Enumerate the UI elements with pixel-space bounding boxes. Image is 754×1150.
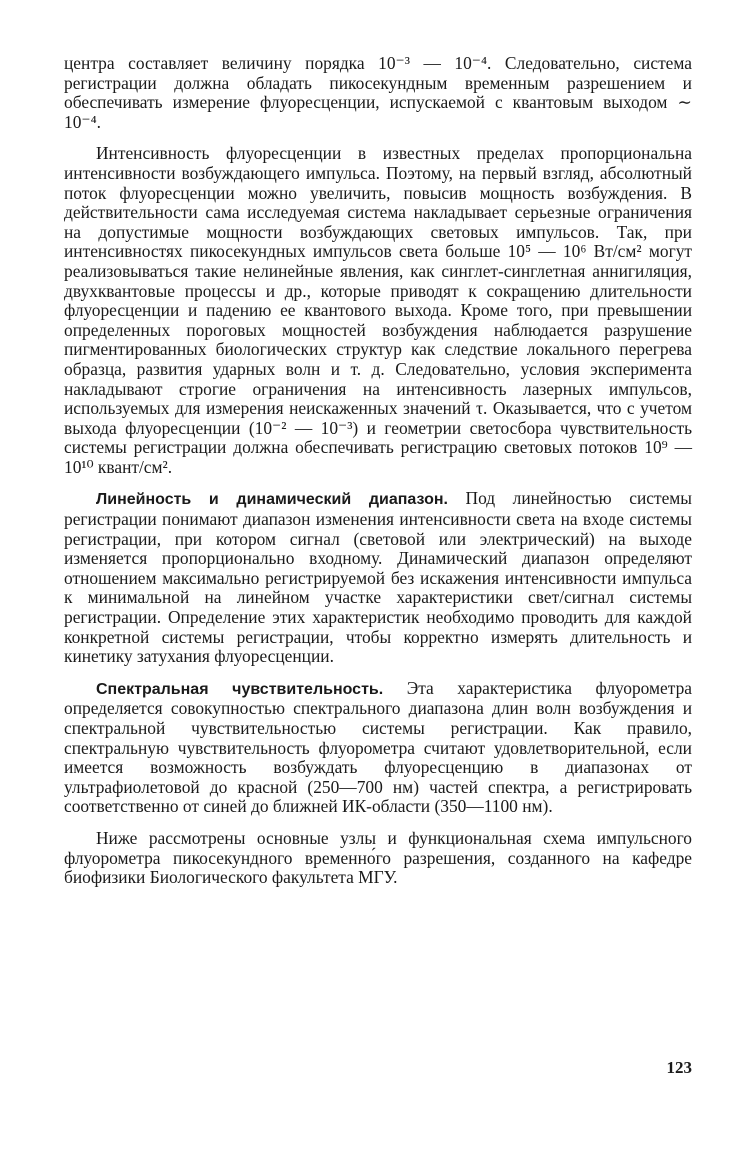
- page-number: 123: [666, 1058, 692, 1077]
- paragraph-linearity-text: Под линейностью системы регистрации понимают диапазон изменения интенсивности света на входе системы регистрации, при котором сигнал (световой или электрический) на выходе изменяется пропорционально входному. Динамический диапазон определяют отношением максимально регистрируемой без искажения интенсивности импульса к минимальной на линейном участке характеристики свет/сигнал системы регистрации. Определение этих характеристик необходимо проводить для каждой конкретной системы регистрации, чтобы корректно измерять длительность и кинетику затухания флуоресценции.: [64, 488, 692, 667]
- paragraph-spectral-text: Эта характеристика флуорометра определяется совокупностью спектрального диапазона длин волн возбуждения и спектральной чувствительностью системы регистрации. Как правило, спектральную чувствительность флуорометра считают удовлетворительной, если имеется возможность возбуждать флуоресценцию в диапазонах от ультрафиолетовой до красной (250—700 нм) частей спектра, а регистрировать соответственно от синей до ближней ИК-области (350—1100 нм).: [64, 677, 692, 817]
- linearity-heading: Линейность и динамический диапазон.: [96, 491, 448, 509]
- spectral-heading: Спектральная чувствительность.: [96, 680, 384, 698]
- paragraph-2: [64, 144, 692, 477]
- paragraph-2-text: Интенсивность флуоресценции в известных пределах пропорциональна интенсивности возбуждающего импульса. Поэтому, на первый взгляд, абсолютный поток флуоресценции можно увеличить, повысив мощность возбуждения. В действительности сама исследуемая система накладывает серьезные ограничения на допустимые мощности возбуждающих световых импульсов. Так, при интенсивностях пикосекундных импульсов света больше 10⁵ — 10⁶ Вт/см² могут реализовываться такие нелинейные явления, как синглет-синглетная аннигиляция, двухквантовые процессы и др., которые приводят к сокращению длительности флуоресценции и падению ее квантового выхода. Кроме того, при превышении определенных пороговых мощностей возбуждения наблюдается разрушение пигментированных биологических структур как следствие локального перегрева образца, развития ударных волн и т. д. Следовательно, условия эксперимента накладывают строгие ограничения на интенсивность лазерных импульсов, используемых для измерения неискаженных значений τ. Оказывается, что с учетом выхода флуоресценции (10⁻² — 10⁻³) и геометрии светосбора чувствительность системы регистрации должна обеспечивать регистрацию световых потоков 10⁹ — 10¹⁰ квант/см².: [64, 143, 692, 477]
- paragraph-final-text: Ниже рассмотрены основные узлы и функциональная схема импульсного флуорометра пикосекундного временно́го разрешения, созданного на кафедре биофизики Биологического факультета МГУ.: [64, 827, 692, 888]
- paragraph-final: [64, 829, 692, 888]
- paragraph-1: [64, 54, 692, 132]
- paragraph-1-text: центра составляет величину порядка 10⁻³ — 10⁻⁴. Следовательно, система регистрации должна обладать пикосекундным временным разрешением и обеспечивать измерение флуоресценции, испускаемой с квантовым выходом ∼ 10⁻⁴.: [64, 53, 692, 132]
- paragraph-spectral: [64, 679, 692, 817]
- paragraph-linearity: [64, 489, 692, 666]
